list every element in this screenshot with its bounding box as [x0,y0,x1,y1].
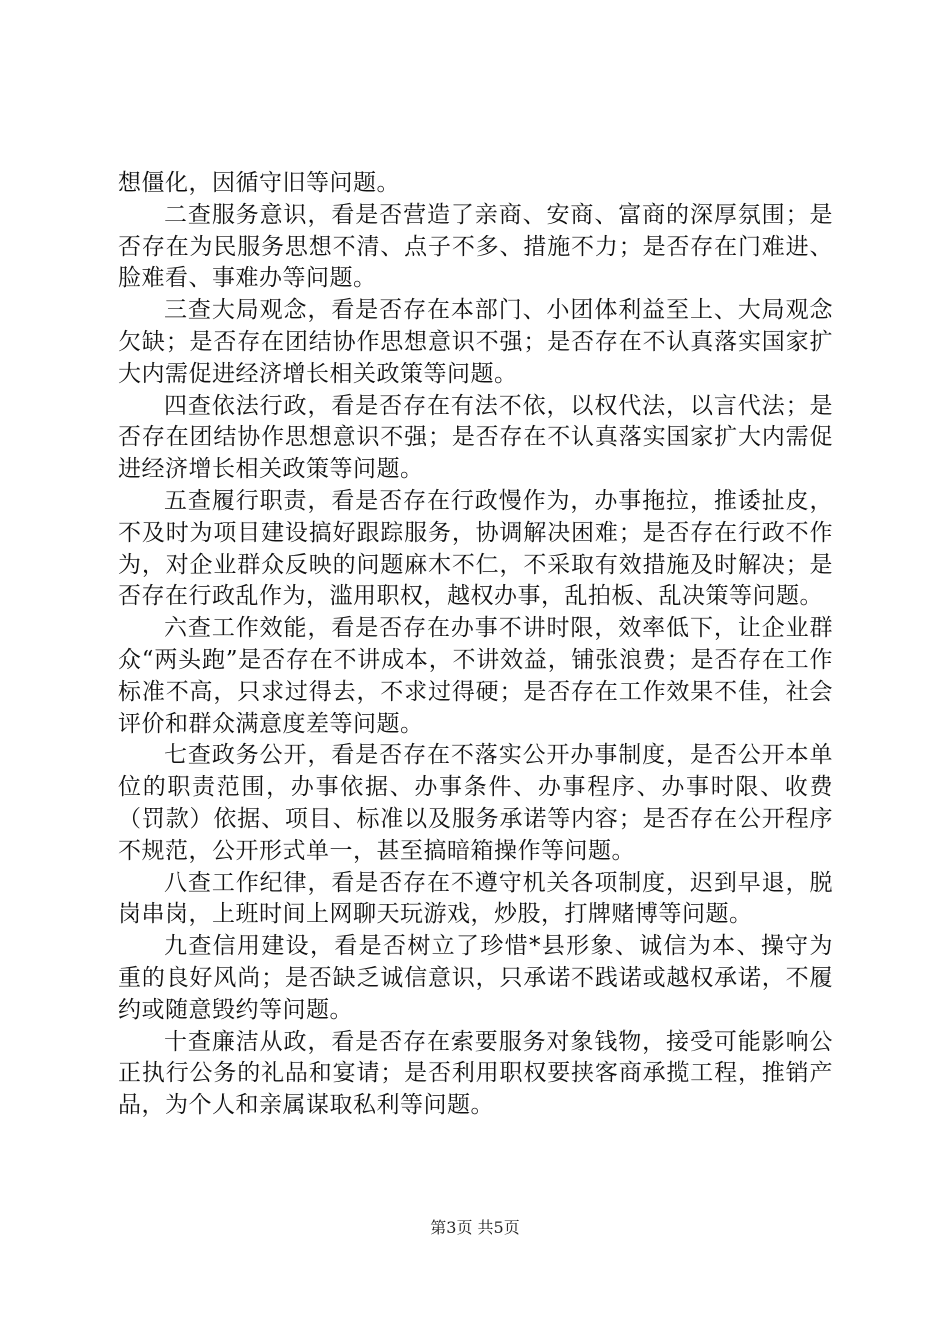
paragraph-credit-building: 九查信用建设，看是否树立了珍惜*县形象、诚信为本、操守为重的良好风尚；是否缺乏诚信意识，只承诺不践诺或越权承诺，不履约或随意毁约等问题。 [118,933,833,1023]
page-number-footer: 第3页 共5页 [430,1218,520,1237]
paragraph-work-discipline: 八查工作纪律，看是否存在不遵守机关各项制度，迟到早退，脱岗串岗，上班时间上网聊天玩游戏，炒股，打牌赌博等问题。 [118,869,833,928]
paragraph-law-administration: 四查依法行政，看是否存在有法不依，以权代法，以言代法；是否存在团结协作思想意识不强；是否存在不认真落实国家扩大内需促进经济增长相关政策等问题。 [118,392,833,483]
paragraph-government-openness: 七查政务公开，看是否存在不落实公开办事制度，是否公开本单位的职责范围，办事依据、办事条件、办事程序、办事时限、收费（罚款）依据、项目、标准以及服务承诺等内容；是否存在公开程序不规范，公开形式单一，甚至搞暗箱操作等问题。 [118,742,833,864]
paragraph-integrity: 十查廉洁从政，看是否存在索要服务对象钱物，接受可能影响公正执行公务的礼品和宴请；是否利用职权要挟客商承揽工程，推销产品，为个人和亲属谋取私利等问题。 [118,1028,833,1119]
paragraph-service-awareness: 二查服务意识，看是否营造了亲商、安商、富商的深厚氛围；是否存在为民服务思想不清、点子不多、措施不力；是否存在门难进、脸难看、事难办等问题。 [118,201,833,292]
paragraph-overall-view: 三查大局观念，看是否存在本部门、小团体利益至上、大局观念欠缺；是否存在团结协作思想意识不强；是否存在不认真落实国家扩大内需促进经济增长相关政策等问题。 [118,297,833,387]
paragraph-continuation: 想僵化，因循守旧等问题。 [118,170,400,196]
paragraph-duty-performance: 五查履行职责，看是否存在行政慢作为，办事拖拉，推诿扯皮，不及时为项目建设搞好跟踪服务，协调解决困难；是否存在行政不作为，对企业群众反映的问题麻木不仁，不采取有效措施及时解决；是否存在行政乱作为，滥用职权，越权办事，乱拍板、乱决策等问题。 [118,487,833,610]
document-body [118,168,833,1122]
paragraph-work-efficiency: 六查工作效能，看是否存在办事不讲时限，效率低下，让企业群众“两头跑”是否存在不讲成本，不讲效益，铺张浪费；是否存在工作标准不高，只求过得去，不求过得硬；是否存在工作效果不佳，社会评价和群众满意度差等问题。 [118,615,833,737]
